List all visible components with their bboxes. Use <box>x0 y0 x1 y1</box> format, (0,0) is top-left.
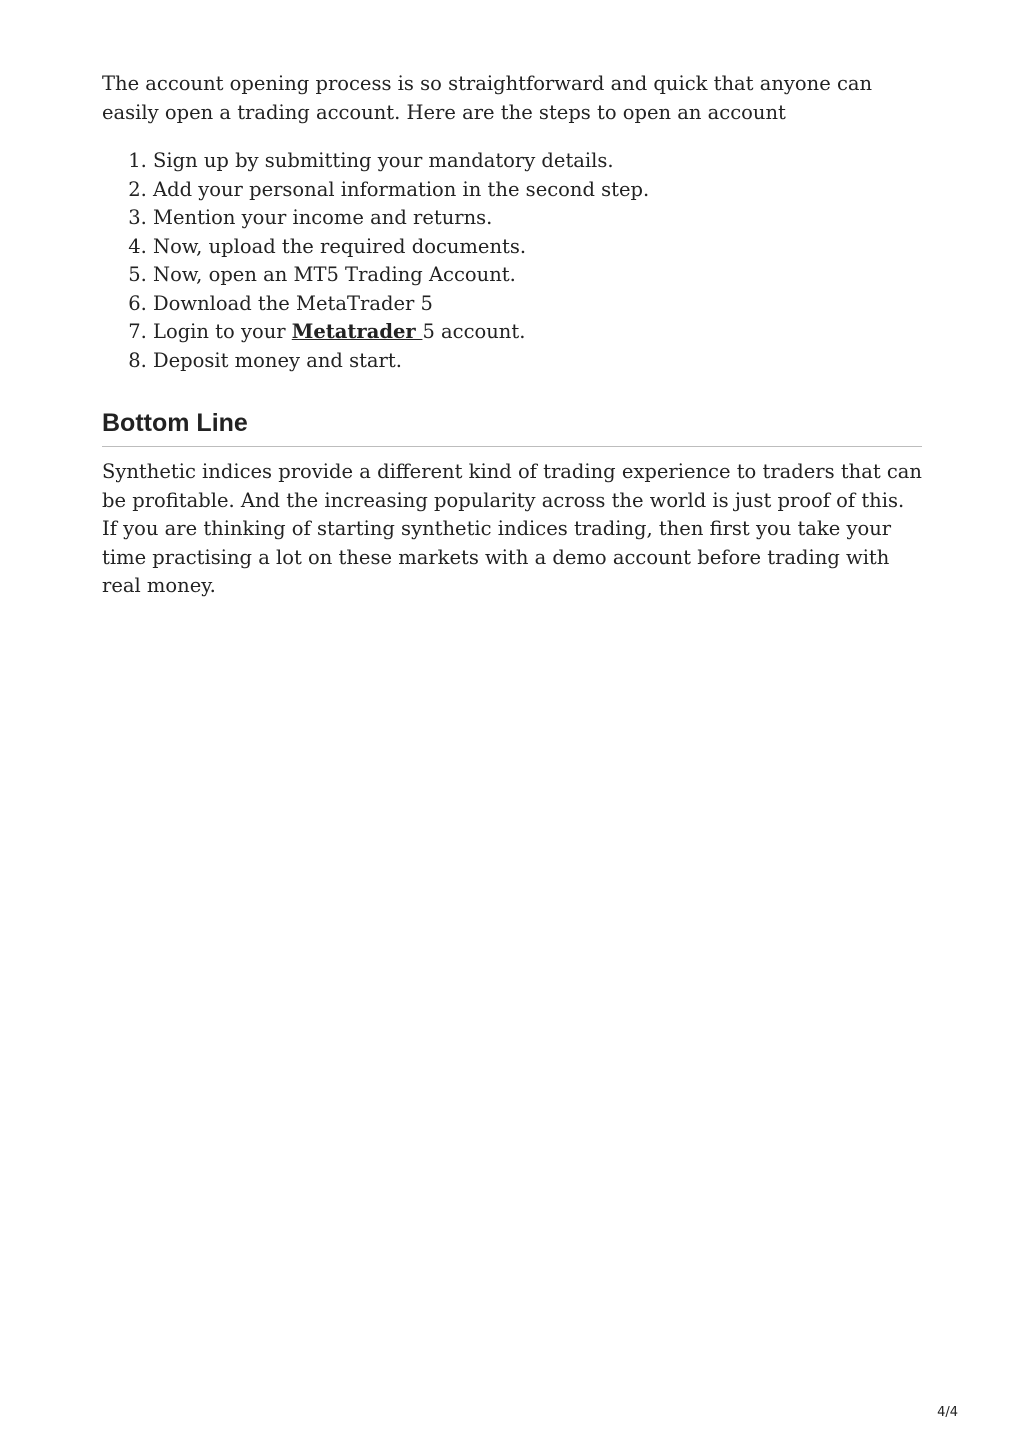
step-text-before: Login to your <box>153 320 292 343</box>
step-item <box>153 318 922 347</box>
metatrader-link[interactable]: Metatrader <box>291 320 423 343</box>
step-item: 2. Add your personal information in the second step. <box>153 176 922 205</box>
intro-paragraph: The account opening process is so straightforward and quick that anyone can easily open a trading account. Here are the steps to open an account <box>102 72 873 124</box>
account-steps-list <box>102 147 922 375</box>
page-number: 4/4 <box>937 1405 958 1420</box>
document-body <box>102 70 922 601</box>
bottom-line-paragraph: Synthetic indices provide a different kind of trading experience to traders that can be profitable. And the increasing popularity across the world is just proof of this. If you are thinking of starting synthetic indices trading, then first you take your time practising a lot on these markets with a demo account before trading with real money. <box>102 460 922 597</box>
step-item: 1. Sign up by submitting your mandatory details. <box>153 147 922 176</box>
step-item: 6. Download the MetaTrader 5 <box>153 290 922 319</box>
bottom-line-heading: Bottom Line <box>102 408 922 447</box>
step-item: 3. Mention your income and returns. <box>153 204 922 233</box>
step-text-after: 5 account. <box>422 320 526 343</box>
step-item: 8. Deposit money and start. <box>153 347 922 376</box>
step-item: 4. Now, upload the required documents. <box>153 233 922 262</box>
step-item: 5. Now, open an MT5 Trading Account. <box>153 261 922 290</box>
